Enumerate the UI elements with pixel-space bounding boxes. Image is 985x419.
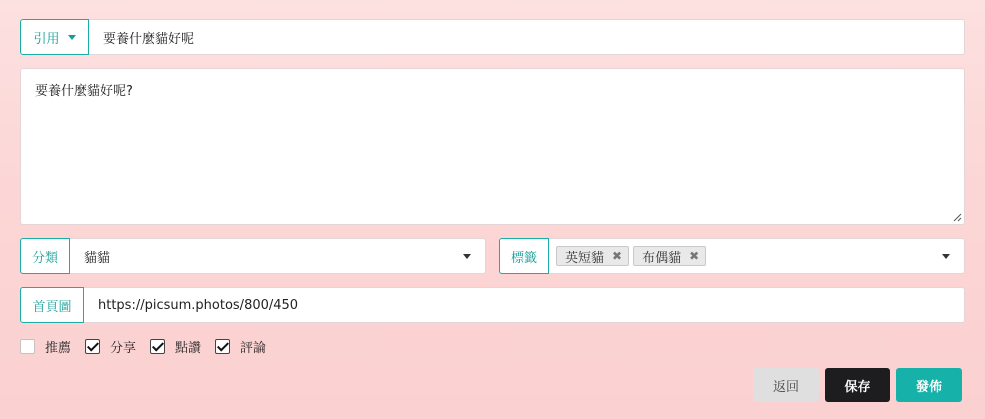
like-checkbox[interactable]	[150, 339, 165, 354]
title-value: 要養什麼貓好呢	[103, 31, 195, 47]
save-button[interactable]: 保存	[825, 368, 890, 402]
tags-select[interactable]	[549, 238, 965, 274]
remove-tag-icon[interactable]: ✖	[612, 249, 623, 263]
title-input[interactable]	[89, 19, 965, 55]
publish-button[interactable]: 發佈	[896, 368, 962, 402]
post-type-label: 引用	[33, 31, 60, 47]
title-row	[20, 19, 965, 55]
tags-label	[499, 238, 549, 274]
cover-row	[20, 287, 965, 323]
content-textarea[interactable]	[20, 68, 965, 225]
caret-down-icon	[463, 254, 471, 259]
option-like[interactable]	[150, 337, 201, 356]
cover-url-value: https://picsum.photos/800/450	[98, 297, 299, 313]
content-text: 要養什麼貓好呢?	[35, 84, 133, 99]
caret-down-icon	[68, 35, 76, 40]
option-label: 分享	[110, 340, 137, 356]
option-recommend[interactable]	[20, 337, 71, 356]
category-row	[20, 238, 486, 274]
options-group	[20, 337, 280, 355]
option-comment[interactable]	[215, 337, 266, 356]
tag-chip	[556, 246, 629, 266]
post-type-dropdown[interactable]	[20, 19, 89, 55]
category-value: 貓貓	[84, 250, 111, 266]
share-checkbox[interactable]	[85, 339, 100, 354]
remove-tag-icon[interactable]: ✖	[689, 249, 700, 263]
option-label: 推薦	[45, 340, 72, 356]
resize-handle-icon[interactable]	[952, 212, 962, 222]
tags-row	[499, 238, 965, 274]
recommend-checkbox[interactable]	[20, 339, 35, 354]
cover-label-text: 首頁圖	[32, 299, 72, 315]
category-select[interactable]	[70, 238, 486, 274]
category-label-text: 分類	[32, 250, 59, 266]
tag-label: 布偶貓	[642, 250, 682, 266]
tags-label-text: 標籤	[511, 250, 538, 266]
tag-chip	[633, 246, 706, 266]
caret-down-icon	[942, 254, 950, 259]
option-label: 點讚	[175, 340, 202, 356]
cover-label	[20, 287, 84, 323]
comment-checkbox[interactable]	[215, 339, 230, 354]
category-label	[20, 238, 70, 274]
cover-url-input[interactable]	[84, 287, 965, 323]
tag-label: 英短貓	[565, 250, 605, 266]
option-share[interactable]	[85, 337, 136, 356]
back-button[interactable]: 返回	[753, 368, 819, 402]
option-label: 評論	[240, 340, 267, 356]
